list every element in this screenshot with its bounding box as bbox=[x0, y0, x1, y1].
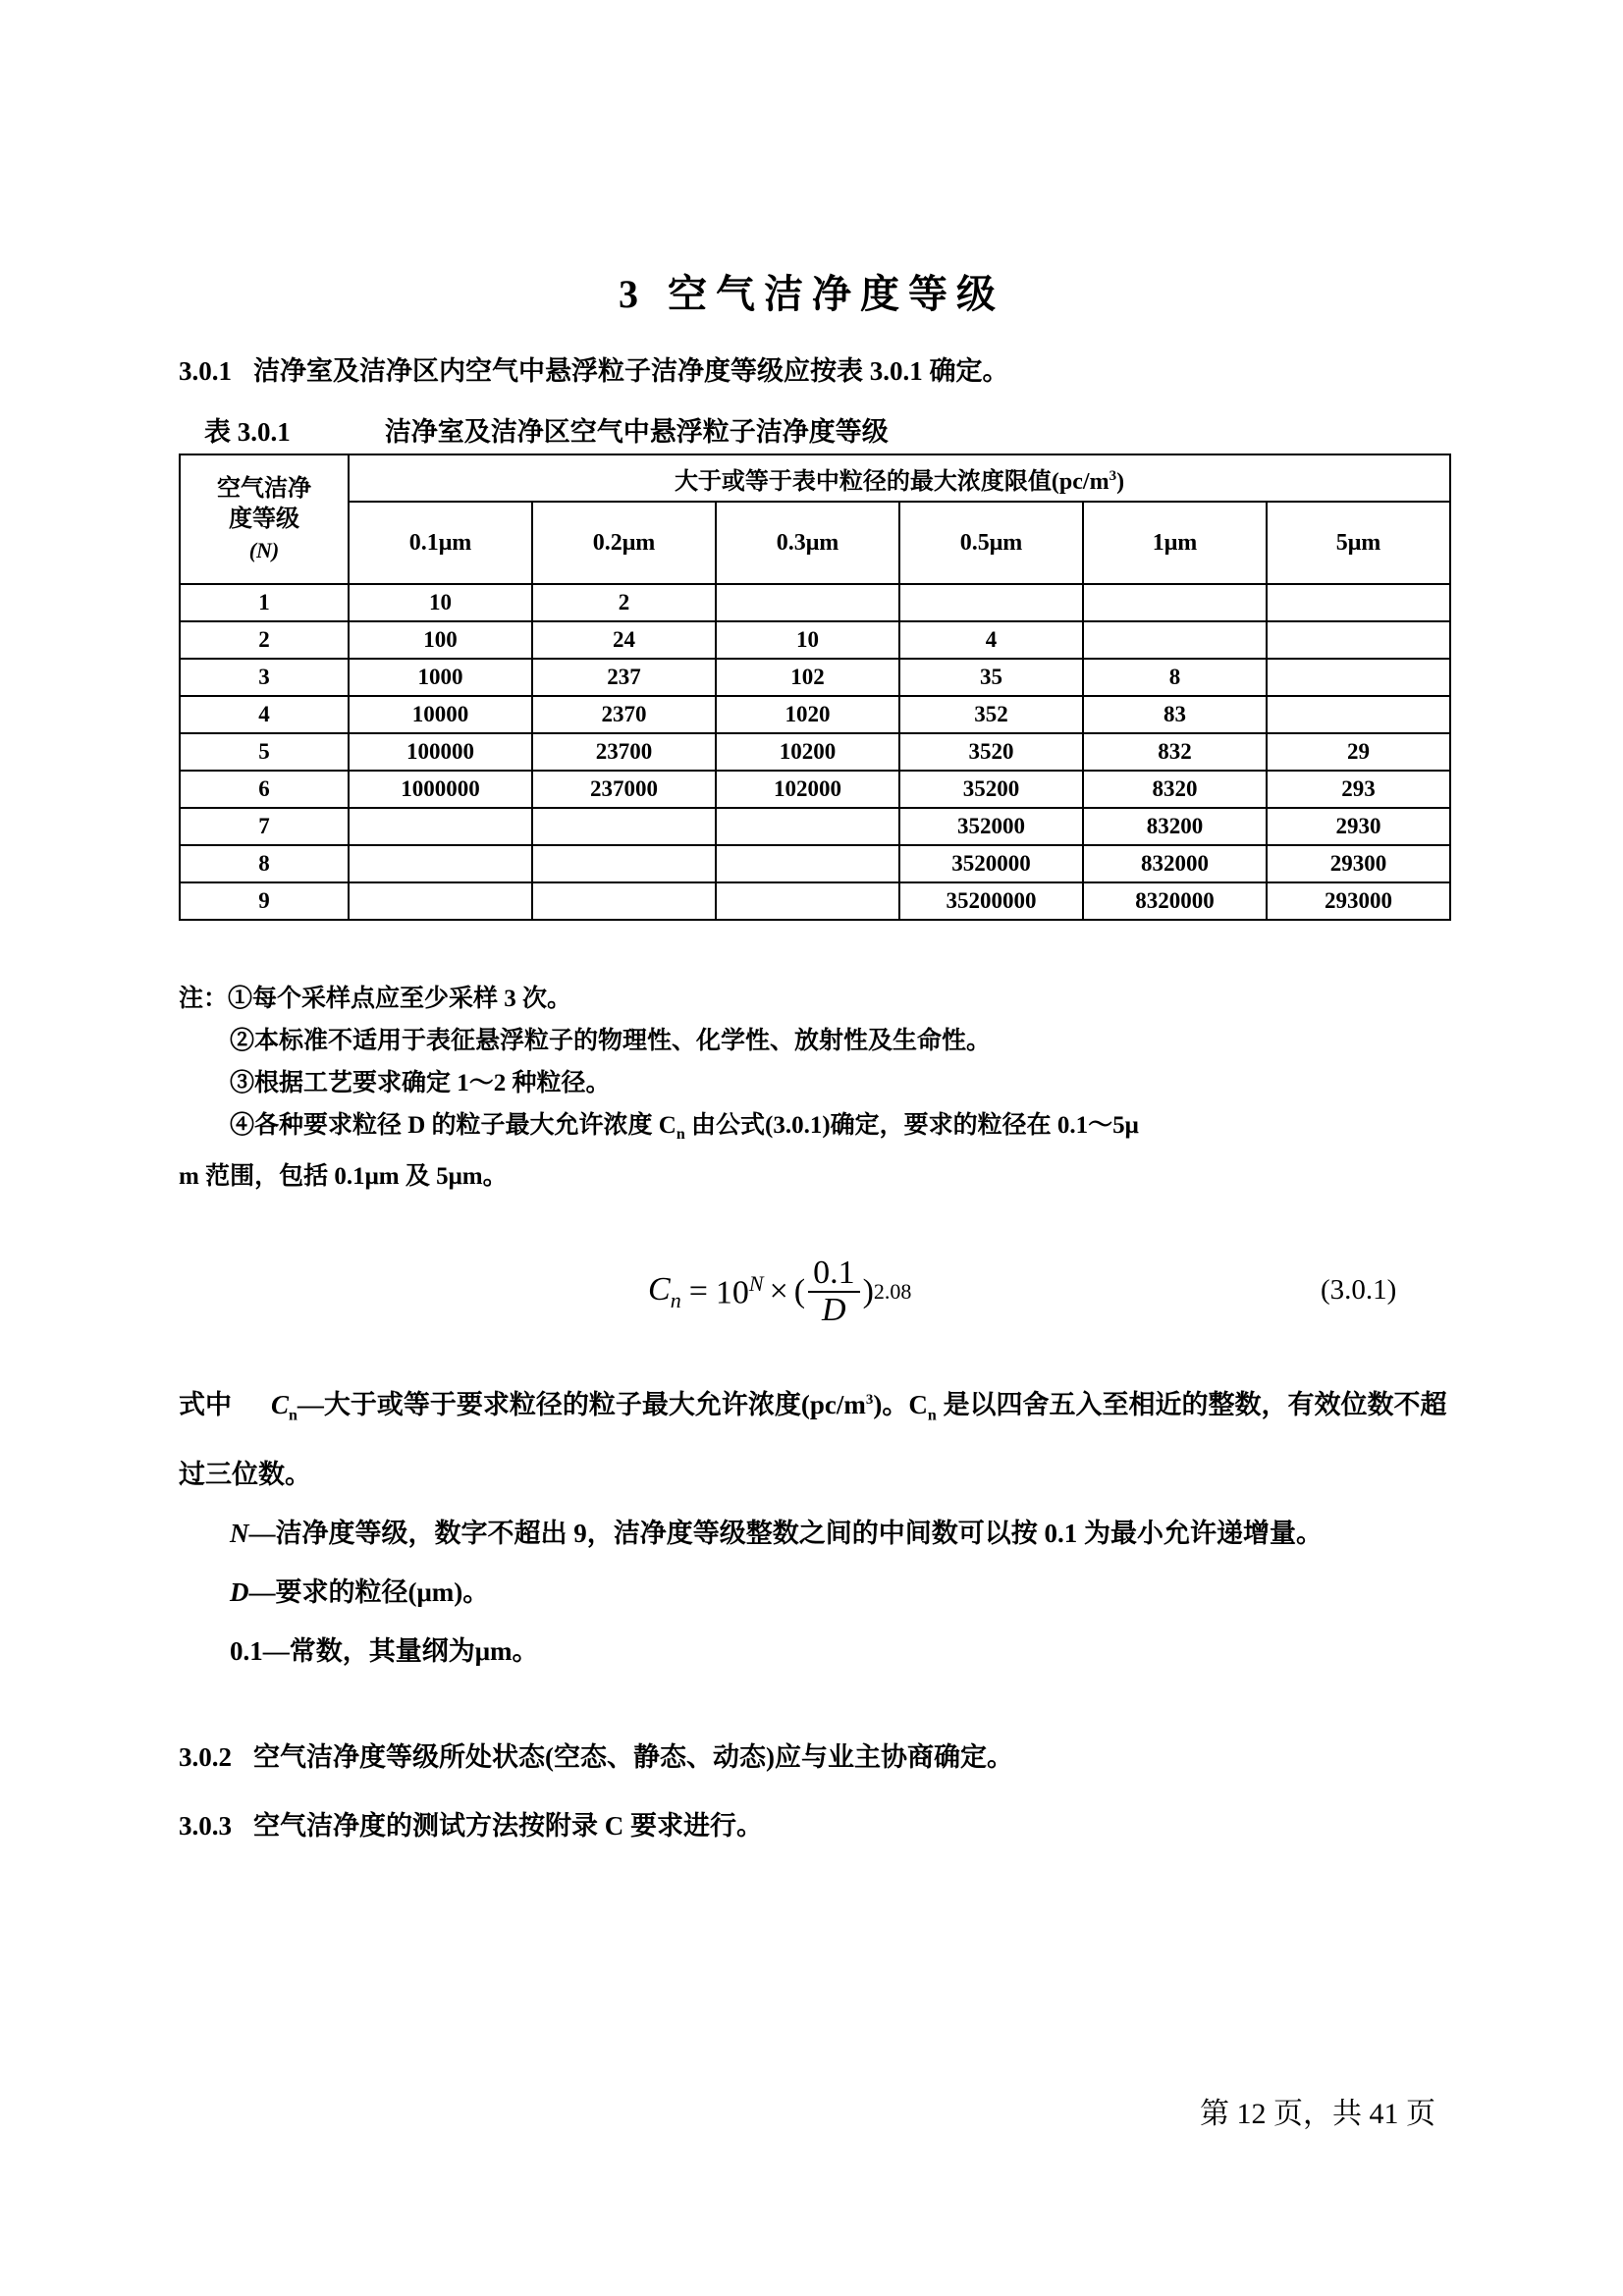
note-line-3 bbox=[179, 1062, 1449, 1104]
cell-value: 8320000 bbox=[1083, 882, 1267, 920]
header-concentration-text: 大于或等于表中粒径的最大浓度限值(pc/m bbox=[674, 468, 1109, 495]
cell-value: 100 bbox=[349, 621, 532, 659]
table-caption-title: 洁净室及洁净区空气中悬浮粒子洁净度等级 bbox=[384, 417, 889, 447]
table-caption bbox=[204, 410, 889, 449]
page-title bbox=[0, 263, 1623, 319]
table-row bbox=[180, 584, 1450, 621]
definition-constant-symbol: 0.1 bbox=[230, 1636, 263, 1667]
cell-value: 1000000 bbox=[349, 771, 532, 808]
clause-3-0-3-text: 空气洁净度的测试方法按附录 C 要求进行。 bbox=[253, 1811, 763, 1841]
table-row bbox=[180, 845, 1450, 882]
header-size-3: 0.5μm bbox=[899, 502, 1083, 584]
definition-cn-text-1: —大于或等于要求粒径的粒子最大允许浓度(pc/m bbox=[297, 1390, 866, 1419]
header-grade-line3: (N) bbox=[248, 537, 280, 562]
cell-value: 352000 bbox=[899, 808, 1083, 845]
formula-numerator: 0.1 bbox=[808, 1255, 860, 1293]
definitions-intro: 式中 bbox=[179, 1390, 232, 1419]
chapter-title-text: 空气洁净度等级 bbox=[668, 272, 1004, 316]
note-line-2 bbox=[179, 1020, 1449, 1062]
note-line-4b bbox=[179, 1155, 1449, 1198]
cell-value: 100000 bbox=[349, 733, 532, 771]
header-size-1: 0.2μm bbox=[532, 502, 716, 584]
header-size-5: 5μm bbox=[1267, 502, 1450, 584]
definition-n bbox=[179, 1504, 1455, 1563]
definition-cn-sub-2: n bbox=[927, 1407, 937, 1424]
clause-3-0-1 bbox=[179, 351, 1009, 391]
formula-lhs-sub: n bbox=[670, 1287, 681, 1312]
clause-3-0-3 bbox=[179, 1806, 763, 1845]
cell-grade: 7 bbox=[180, 808, 349, 845]
table-row bbox=[180, 659, 1450, 696]
definition-cn-sub: n bbox=[289, 1407, 298, 1424]
cell-grade: 2 bbox=[180, 621, 349, 659]
definition-cn-sup: 3 bbox=[865, 1392, 874, 1408]
cell-value bbox=[716, 808, 899, 845]
note-item-4-part2: 由公式(3.0.1)确定，要求的粒径在 0.1～5μ bbox=[684, 1112, 1139, 1139]
equation-number: (3.0.1) bbox=[1321, 1274, 1397, 1306]
formula-equals: = bbox=[688, 1273, 708, 1309]
header-grade-column bbox=[180, 454, 349, 584]
definition-n-symbol: N bbox=[230, 1519, 249, 1549]
cell-value bbox=[716, 882, 899, 920]
symbol-definitions bbox=[179, 1370, 1455, 1681]
formula-open-paren: ( bbox=[793, 1273, 806, 1309]
cell-value: 35200000 bbox=[899, 882, 1083, 920]
cleanliness-grade-table bbox=[179, 454, 1451, 921]
cell-value: 4 bbox=[899, 621, 1083, 659]
header-size-0: 0.1μm bbox=[349, 502, 532, 584]
formula-close-paren: ) bbox=[862, 1273, 874, 1309]
table-3-0-1-wrapper bbox=[179, 454, 1449, 921]
cell-value: 8 bbox=[1083, 659, 1267, 696]
cell-value bbox=[1267, 621, 1450, 659]
definition-cn-text-3: 是以四舍五入至相近的整数，有效位数不超过三位数。 bbox=[179, 1390, 1447, 1490]
table-header-row-top bbox=[180, 454, 1450, 502]
cell-value bbox=[349, 808, 532, 845]
cell-value: 237000 bbox=[532, 771, 716, 808]
cell-grade: 8 bbox=[180, 845, 349, 882]
definition-constant bbox=[179, 1622, 1455, 1681]
cell-value: 1020 bbox=[716, 696, 899, 733]
table-row bbox=[180, 733, 1450, 771]
cell-value: 2370 bbox=[532, 696, 716, 733]
clause-3-0-1-number: 3.0.1 bbox=[179, 356, 232, 386]
table-body bbox=[180, 584, 1450, 920]
definition-cn bbox=[179, 1370, 1455, 1504]
cell-value: 293 bbox=[1267, 771, 1450, 808]
note-item-2: ②本标准不适用于表征悬浮粒子的物理性、化学性、放射性及生命性。 bbox=[230, 1028, 992, 1054]
cell-value: 10000 bbox=[349, 696, 532, 733]
cell-value: 29 bbox=[1267, 733, 1450, 771]
cell-value bbox=[532, 808, 716, 845]
cell-value: 832000 bbox=[1083, 845, 1267, 882]
note-item-4-line2: m 范围，包括 0.1μm 及 5μm。 bbox=[179, 1163, 508, 1190]
definition-cn-symbol: C bbox=[271, 1390, 290, 1419]
cell-value: 3520 bbox=[899, 733, 1083, 771]
cell-value bbox=[1083, 621, 1267, 659]
cell-value bbox=[716, 584, 899, 621]
formula-block bbox=[0, 1245, 1623, 1353]
cell-grade: 9 bbox=[180, 882, 349, 920]
cell-value: 102000 bbox=[716, 771, 899, 808]
note-line-1 bbox=[179, 978, 1449, 1020]
clause-3-0-1-text: 洁净室及洁净区内空气中悬浮粒子洁净度等级应按表 3.0.1 确定。 bbox=[253, 356, 1009, 386]
cell-value: 83 bbox=[1083, 696, 1267, 733]
formula-fraction bbox=[805, 1255, 863, 1327]
header-size-2: 0.3μm bbox=[716, 502, 899, 584]
cell-value: 3520000 bbox=[899, 845, 1083, 882]
definition-d bbox=[179, 1563, 1455, 1622]
chapter-number: 3 bbox=[619, 272, 638, 316]
definition-d-symbol: D bbox=[230, 1577, 249, 1608]
cell-value: 35200 bbox=[899, 771, 1083, 808]
formula-times: × bbox=[769, 1273, 788, 1309]
definition-constant-text: —常数，其量纲为μm。 bbox=[262, 1636, 539, 1667]
cell-value: 832 bbox=[1083, 733, 1267, 771]
cell-value: 2 bbox=[532, 584, 716, 621]
formula-denominator: D bbox=[822, 1292, 846, 1328]
table-row bbox=[180, 621, 1450, 659]
note-item-4-part1: ④各种要求粒径 D 的粒子最大允许浓度 C bbox=[230, 1112, 676, 1139]
cell-value: 29300 bbox=[1267, 845, 1450, 882]
cell-value: 237 bbox=[532, 659, 716, 696]
cell-value: 23700 bbox=[532, 733, 716, 771]
cell-value: 10 bbox=[716, 621, 899, 659]
cell-value: 293000 bbox=[1267, 882, 1450, 920]
page-footer: 第 12 页，共 41 页 bbox=[1200, 2098, 1435, 2130]
table-notes bbox=[179, 978, 1449, 1198]
table-row bbox=[180, 771, 1450, 808]
definition-n-text: —洁净度等级，数字不超出 9，洁净度等级整数之间的中间数可以按 0.1 为最小允许递增量。 bbox=[248, 1519, 1323, 1549]
formula-exponent: N bbox=[748, 1271, 764, 1297]
cell-value: 35 bbox=[899, 659, 1083, 696]
formula-3-0-1 bbox=[648, 1245, 911, 1339]
table-row bbox=[180, 882, 1450, 920]
header-grade-line1: 空气洁净 bbox=[217, 475, 311, 502]
header-size-4: 1μm bbox=[1083, 502, 1267, 584]
clause-3-0-2-number: 3.0.2 bbox=[179, 1742, 232, 1772]
cell-value: 10 bbox=[349, 584, 532, 621]
clause-3-0-2-text: 空气洁净度等级所处状态(空态、静态、动态)应与业主协商确定。 bbox=[253, 1742, 1013, 1772]
note-line-4a bbox=[179, 1104, 1449, 1155]
note-item-1: ①每个采样点应至少采样 3 次。 bbox=[228, 986, 572, 1012]
cell-grade: 1 bbox=[180, 584, 349, 621]
formula-base: 10 bbox=[715, 1274, 749, 1311]
header-concentration-sup: 3 bbox=[1109, 467, 1117, 484]
table-row bbox=[180, 696, 1450, 733]
cell-value: 102 bbox=[716, 659, 899, 696]
cell-value bbox=[1083, 584, 1267, 621]
cell-value: 8320 bbox=[1083, 771, 1267, 808]
cell-value: 2930 bbox=[1267, 808, 1450, 845]
cell-grade: 3 bbox=[180, 659, 349, 696]
header-concentration-span bbox=[349, 454, 1450, 502]
cell-grade: 5 bbox=[180, 733, 349, 771]
cell-value bbox=[1267, 696, 1450, 733]
cell-value: 83200 bbox=[1083, 808, 1267, 845]
note-item-3: ③根据工艺要求确定 1～2 种粒径。 bbox=[230, 1070, 611, 1096]
formula-power: 2.08 bbox=[873, 1279, 912, 1304]
table-header-row-sizes bbox=[180, 502, 1450, 584]
clause-3-0-3-number: 3.0.3 bbox=[179, 1811, 232, 1841]
cell-value bbox=[716, 845, 899, 882]
notes-label: 注： bbox=[179, 986, 229, 1012]
header-grade-line2: 度等级 bbox=[229, 506, 299, 532]
cell-value: 24 bbox=[532, 621, 716, 659]
cell-value bbox=[349, 845, 532, 882]
cell-value bbox=[532, 882, 716, 920]
cell-value bbox=[349, 882, 532, 920]
cell-value: 1000 bbox=[349, 659, 532, 696]
table-head bbox=[180, 454, 1450, 584]
table-row bbox=[180, 808, 1450, 845]
cell-value bbox=[1267, 584, 1450, 621]
cell-grade: 4 bbox=[180, 696, 349, 733]
formula-lhs-symbol: C bbox=[648, 1270, 671, 1308]
cell-value bbox=[532, 845, 716, 882]
header-concentration-end: ) bbox=[1116, 468, 1125, 495]
note-item-4-sub: n bbox=[676, 1126, 685, 1143]
clause-3-0-2 bbox=[179, 1737, 1013, 1777]
table-caption-label: 表 3.0.1 bbox=[204, 417, 291, 447]
definition-cn-text-2: )。C bbox=[873, 1390, 928, 1419]
cell-value: 10200 bbox=[716, 733, 899, 771]
cell-value bbox=[1267, 659, 1450, 696]
cell-value bbox=[899, 584, 1083, 621]
definition-d-text: —要求的粒径(μm)。 bbox=[248, 1577, 490, 1608]
cell-value: 352 bbox=[899, 696, 1083, 733]
cell-grade: 6 bbox=[180, 771, 349, 808]
